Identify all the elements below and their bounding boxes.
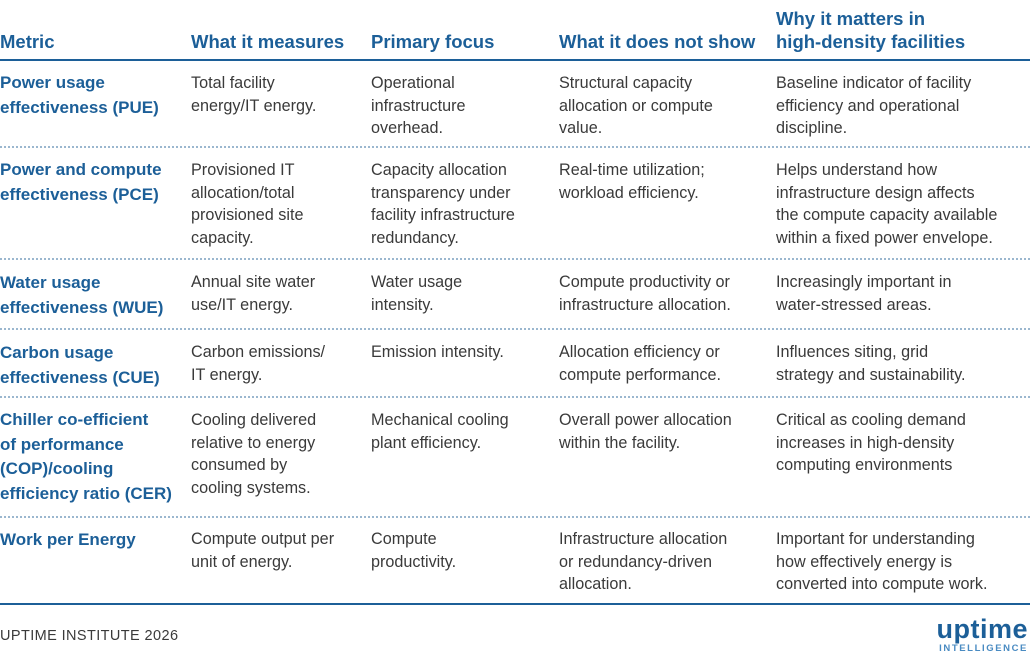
does-not-show-cell: Structural capacity allocation or compute value. xyxy=(559,74,713,137)
logo-wordmark: uptime xyxy=(936,614,1028,644)
primary-focus-cell: Compute productivity. xyxy=(371,530,457,571)
does-not-show-cell: Compute productivity or infrastructure allocation. xyxy=(559,273,731,314)
does-not-show-cell: Overall power allocation within the facility. xyxy=(559,411,732,452)
what-it-measures-cell: Provisioned IT allocation/total provisioned site capacity. xyxy=(191,161,304,247)
primary-focus-cell: Water usage intensity. xyxy=(371,273,463,314)
primary-focus-cell: Emission intensity. xyxy=(371,343,504,361)
row-divider xyxy=(0,258,1030,260)
does-not-show-cell: Allocation efficiency or compute performance. xyxy=(559,343,721,384)
metric-name: Work per Energy xyxy=(0,530,136,549)
uptime-intelligence-logo xyxy=(936,615,1028,654)
why-it-matters-cell: Critical as cooling demand increases in high-density computing environments xyxy=(776,411,966,474)
why-it-matters-cell: Baseline indicator of facility efficiency and operational discipline. xyxy=(776,74,972,137)
why-it-matters-cell: Important for understanding how effectively energy is converted into compute work. xyxy=(776,530,988,593)
row-divider xyxy=(0,516,1030,518)
row-divider xyxy=(0,328,1030,330)
row-divider xyxy=(0,396,1030,398)
header-why-it-matters-line2: high-density facilities xyxy=(776,31,966,52)
what-it-measures-cell: Annual site water use/IT energy. xyxy=(191,273,316,314)
what-it-measures-cell: Cooling delivered relative to energy consumed by cooling systems. xyxy=(191,411,317,497)
logo-subtitle: INTELLIGENCE xyxy=(939,643,1028,654)
header-why-it-matters-line1: Why it matters in xyxy=(776,8,926,29)
does-not-show-cell: Infrastructure allocation or redundancy-driven allocation. xyxy=(559,530,728,593)
table-bottom-rule xyxy=(0,603,1030,605)
header-primary-focus: Primary focus xyxy=(371,31,495,52)
primary-focus-cell: Capacity allocation transparency under facility infrastructure redundancy. xyxy=(371,161,515,247)
metric-name: Carbon usage effectiveness (CUE) xyxy=(0,343,160,387)
metric-name: Water usage effectiveness (WUE) xyxy=(0,273,164,317)
row-divider xyxy=(0,146,1030,148)
metric-name: Power and compute effectiveness (PCE) xyxy=(0,160,162,204)
what-it-measures-cell: Carbon emissions/ IT energy. xyxy=(191,343,326,384)
source-credit: UPTIME INSTITUTE 2026 xyxy=(0,628,179,644)
metric-name: Chiller co-efficient of performance (COP)/cooling efficiency ratio (CER) xyxy=(0,410,172,503)
metric-name: Power usage effectiveness (PUE) xyxy=(0,73,159,117)
why-it-matters-cell: Influences siting, grid strategy and sustainability. xyxy=(776,343,966,384)
header-what-it-does-not-show: What it does not show xyxy=(559,31,756,52)
what-it-measures-cell: Total facility energy/IT energy. xyxy=(191,74,317,115)
primary-focus-cell: Operational infrastructure overhead. xyxy=(371,74,466,137)
why-it-matters-cell: Increasingly important in water-stressed areas. xyxy=(776,273,952,314)
header-metric: Metric xyxy=(0,31,55,52)
header-what-it-measures: What it measures xyxy=(191,31,345,52)
what-it-measures-cell: Compute output per unit of energy. xyxy=(191,530,335,571)
does-not-show-cell: Real-time utilization; workload efficiency. xyxy=(559,161,705,202)
why-it-matters-cell: Helps understand how infrastructure design affects the compute capacity available within a fixed power envelope. xyxy=(776,161,998,247)
header-rule xyxy=(0,59,1030,61)
primary-focus-cell: Mechanical cooling plant efficiency. xyxy=(371,411,509,452)
